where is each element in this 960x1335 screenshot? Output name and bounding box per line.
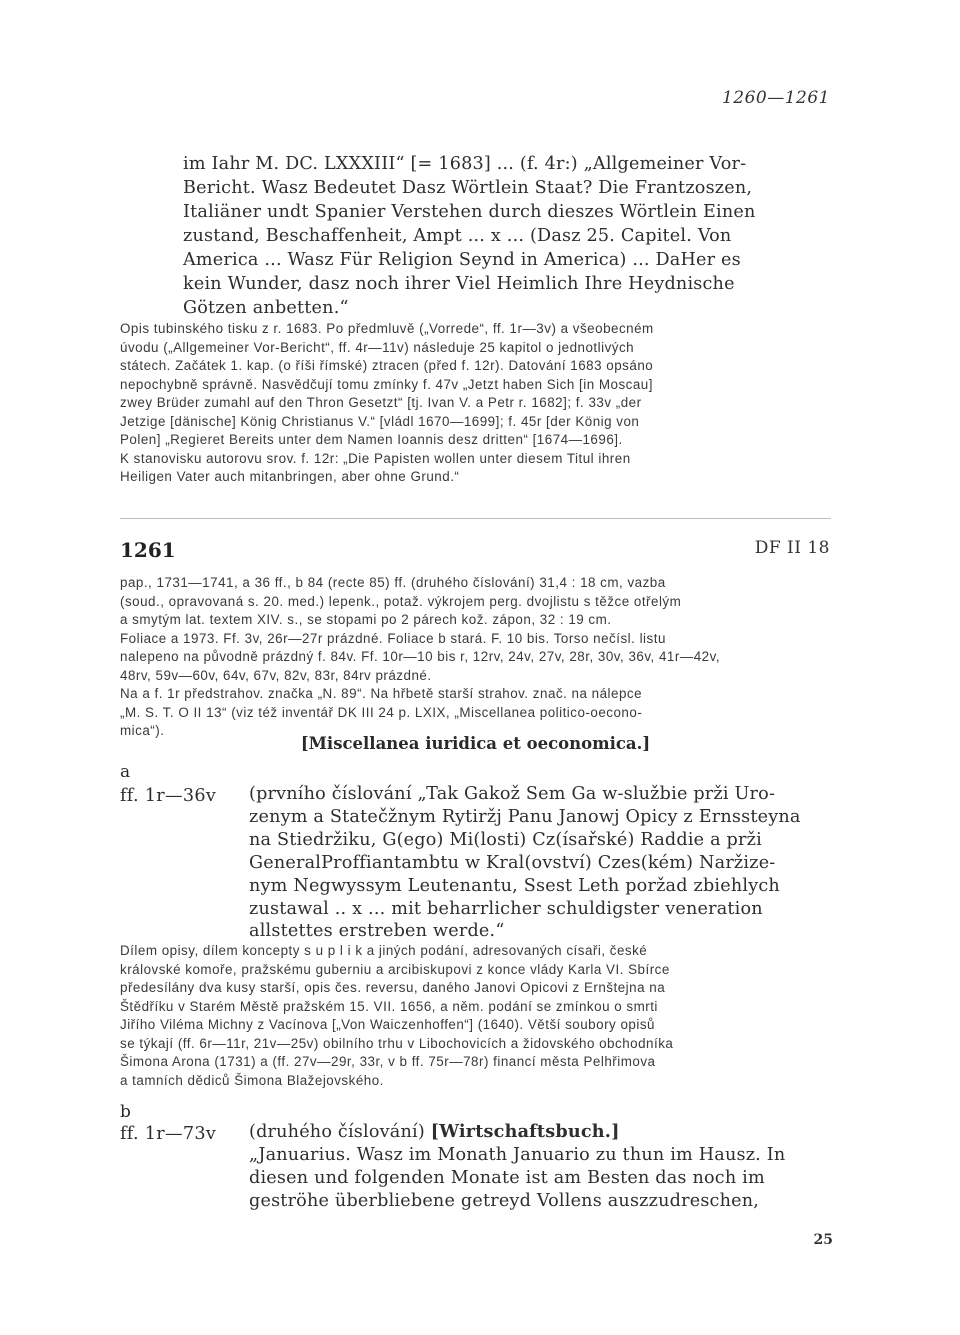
note-line: se týkají (ff. 6r—11r, 21v—25v) obilního trhu v Libochovicích a židovského obchodníka <box>120 1035 674 1051</box>
quote-line: Bericht. Wasz Bedeutet Dasz Wörtlein Staat? Die Frantzoszen, <box>183 178 753 198</box>
note-line: a tamních dědiců Šimona Blažejovského. <box>120 1072 384 1088</box>
description-line: (soud., opravovaná s. 20. med.) lepenk., potaž. výkrojem perg. dvojlistu s těžce otřelým <box>120 593 682 609</box>
quote-line: im Iahr M. DC. LXXXIII“ [= 1683] ... (f. 4r:) „Allgemeiner Vor- <box>183 154 747 174</box>
section-divider <box>120 518 831 519</box>
note-line: státech. Začátek 1. kap. (o říši římské) ztracen (před f. 12r). Datování 1683 opsáno <box>120 358 654 373</box>
incipit-line: zustawal .. x ... mit beharrlicher schuldigster veneration <box>249 898 763 919</box>
note-line: Šimona Arona (1731) a (ff. 27v—29r, 33r, v b ff. 75r—78r) financí města Pelhřimova <box>120 1054 656 1069</box>
editorial-note-1260 <box>120 320 831 487</box>
part-a-folio-range: ff. 1r—36v <box>120 786 217 806</box>
description-line: Na a f. 1r předstrahov. značka „N. 89“. Na hřbetě starší strahov. znač. na nálepce <box>120 686 643 701</box>
quote-line: kein Wunder, dasz noch ihrer Viel Heimlich Ihre Heydnische <box>183 274 735 294</box>
incipit-line: (prvního číslování „Tak Gakož Sem Ga w-službie prži Uro- <box>249 784 776 804</box>
description-line: 48rv, 59v—60v, 64v, 67v, 82v, 83r, 84rv prázdné. <box>120 667 432 683</box>
note-line: K stanovisku autorovu srov. f. 12r: „Die Papisten wollen unter diesem Titul ihren <box>120 450 631 466</box>
incipit-line: allstettes erstreben werde.“ <box>249 921 505 942</box>
entry-number: 1261 <box>120 538 176 562</box>
note-line: nepochybně správně. Nasvědčují tomu zmínky f. 47v „Jetzt haben Sich [in Moscau] <box>120 376 653 392</box>
part-b-folio-range: ff. 1r—73v <box>120 1124 217 1144</box>
quote-line: Götzen anbetten.“ <box>183 298 349 318</box>
note-line: Štědříku v Starém Městě pražském 15. VII. 1656, a něm. podání se zmínkou o smrti <box>120 998 658 1014</box>
incipit-line: GeneralProffiantambtu w Kral(ovství) Czes(kém) Naržize- <box>249 852 776 873</box>
incipit-line: geströhe überbliebene getreyd Vollens auszzudreschen, <box>249 1190 760 1211</box>
entry-signature: DF II 18 <box>754 538 830 558</box>
note-line: Opis tubinského tisku z r. 1683. Po předmluvě („Vorrede“, ff. 1r—3v) a všeobecném <box>120 321 654 336</box>
part-b-label: b <box>120 1102 131 1122</box>
note-line: předesílány dva kusy starší, opis čes. reversu, daného Janovi Opicovi z Ernštejna na <box>120 980 666 995</box>
description-line: pap., 1731—1741, a 36 ff., b 84 (recte 85) ff. (druhého číslování) 31,4 : 18 cm, vazba <box>120 575 666 590</box>
description-line: a smytým lat. textem XIV. s., se stopami po 2 párech kož. zápon, 32 : 19 cm. <box>120 612 612 627</box>
quote-line: zustand, Beschaffenheit, Ampt ... x ... (Dasz 25. Capitel. Von <box>183 226 732 246</box>
german-quote-block <box>183 152 831 320</box>
note-line: zwey Brüder zumahl auf den Thron Gesetzt“ [tj. Ivan V. a Petr r. 1682]; f. 33v „der <box>120 395 642 410</box>
incipit-prefix: (druhého číslování) <box>249 1122 431 1142</box>
note-line: úvodu („Allgemeiner Vor-Bericht“, ff. 4r—11v) následuje 25 kapitol o jednotlivých <box>120 339 635 355</box>
note-line: Jetzige [dänische] König Christianus V.“ [vládl 1670—1699]; f. 45r [der König von <box>120 413 640 429</box>
note-line: Heiligen Vater auch mitanbringen, aber ohne Grund.“ <box>120 469 460 484</box>
description-line: „M. S. T. O II 13“ (viz též inventář DK III 24 p. LXIX, „Miscellanea politico-oecono- <box>120 704 643 720</box>
incipit-line: nym Negwyssym Leutenantu, Ssest Leth poržad zbiehlych <box>249 875 780 896</box>
part-b-incipit <box>249 1121 831 1213</box>
part-a-label: a <box>120 762 131 782</box>
incipit-line: na Stiedržiku, G(ego) Mi(losti) Cz(ísařské) Raddie a prži <box>249 829 762 850</box>
quote-line: Italiäner undt Spanier Verstehen durch dieszes Wörtlein Einen <box>183 202 756 222</box>
incipit-line: „Januarius. Wasz im Monath Januario zu thun im Hausz. In <box>249 1144 786 1165</box>
manuscript-description <box>120 574 831 741</box>
description-line: nalepeno na původně prázdný f. 84v. Ff. 10r—10 bis r, 12rv, 24v, 27v, 28r, 30v, 36v, 41r—42v, <box>120 649 721 664</box>
note-line: Jiřího Viléma Michny z Vacínova [„Von Waiczenhoffen“] (1640). Větší soubory opisů <box>120 1017 655 1032</box>
note-line: Dílem opisy, dílem koncepty s u p l i k a jiných podání, adresovaných císaři, české <box>120 943 648 958</box>
part-a-incipit <box>249 783 831 943</box>
note-line: Polen] „Regieret Bereits unter dem Namen Ioannis desz dritten“ [1674—1696]. <box>120 432 623 447</box>
section-title: [Miscellanea iuridica et oeconomica.] <box>300 734 651 753</box>
incipit-line: zenym a Statečžnym Rytiržj Panu Janowj Opicy z Ernssteyna <box>249 806 801 827</box>
incipit-first-line <box>249 1121 831 1144</box>
running-head: 1260—1261 <box>721 88 830 108</box>
description-line: Foliace a 1973. Ff. 3v, 26r—27r prázdné. Foliace b stará. F. 10 bis. Torso nečísl. listu <box>120 630 666 646</box>
incipit-bold-title: [Wirtschaftsbuch.] <box>430 1121 620 1142</box>
editorial-note-part-a <box>120 942 831 1090</box>
description-line: mica“). <box>120 723 165 738</box>
quote-line: America ... Wasz Für Religion Seynd in America) ... DaHer es <box>183 250 741 270</box>
note-line: královské komoře, pražskému guberniu a arcibiskupovi z konce vlády Karla VI. Sbírce <box>120 961 670 977</box>
page-number: 25 <box>813 1232 833 1248</box>
incipit-line: diesen und folgenden Monate ist am Besten das noch im <box>249 1167 765 1188</box>
